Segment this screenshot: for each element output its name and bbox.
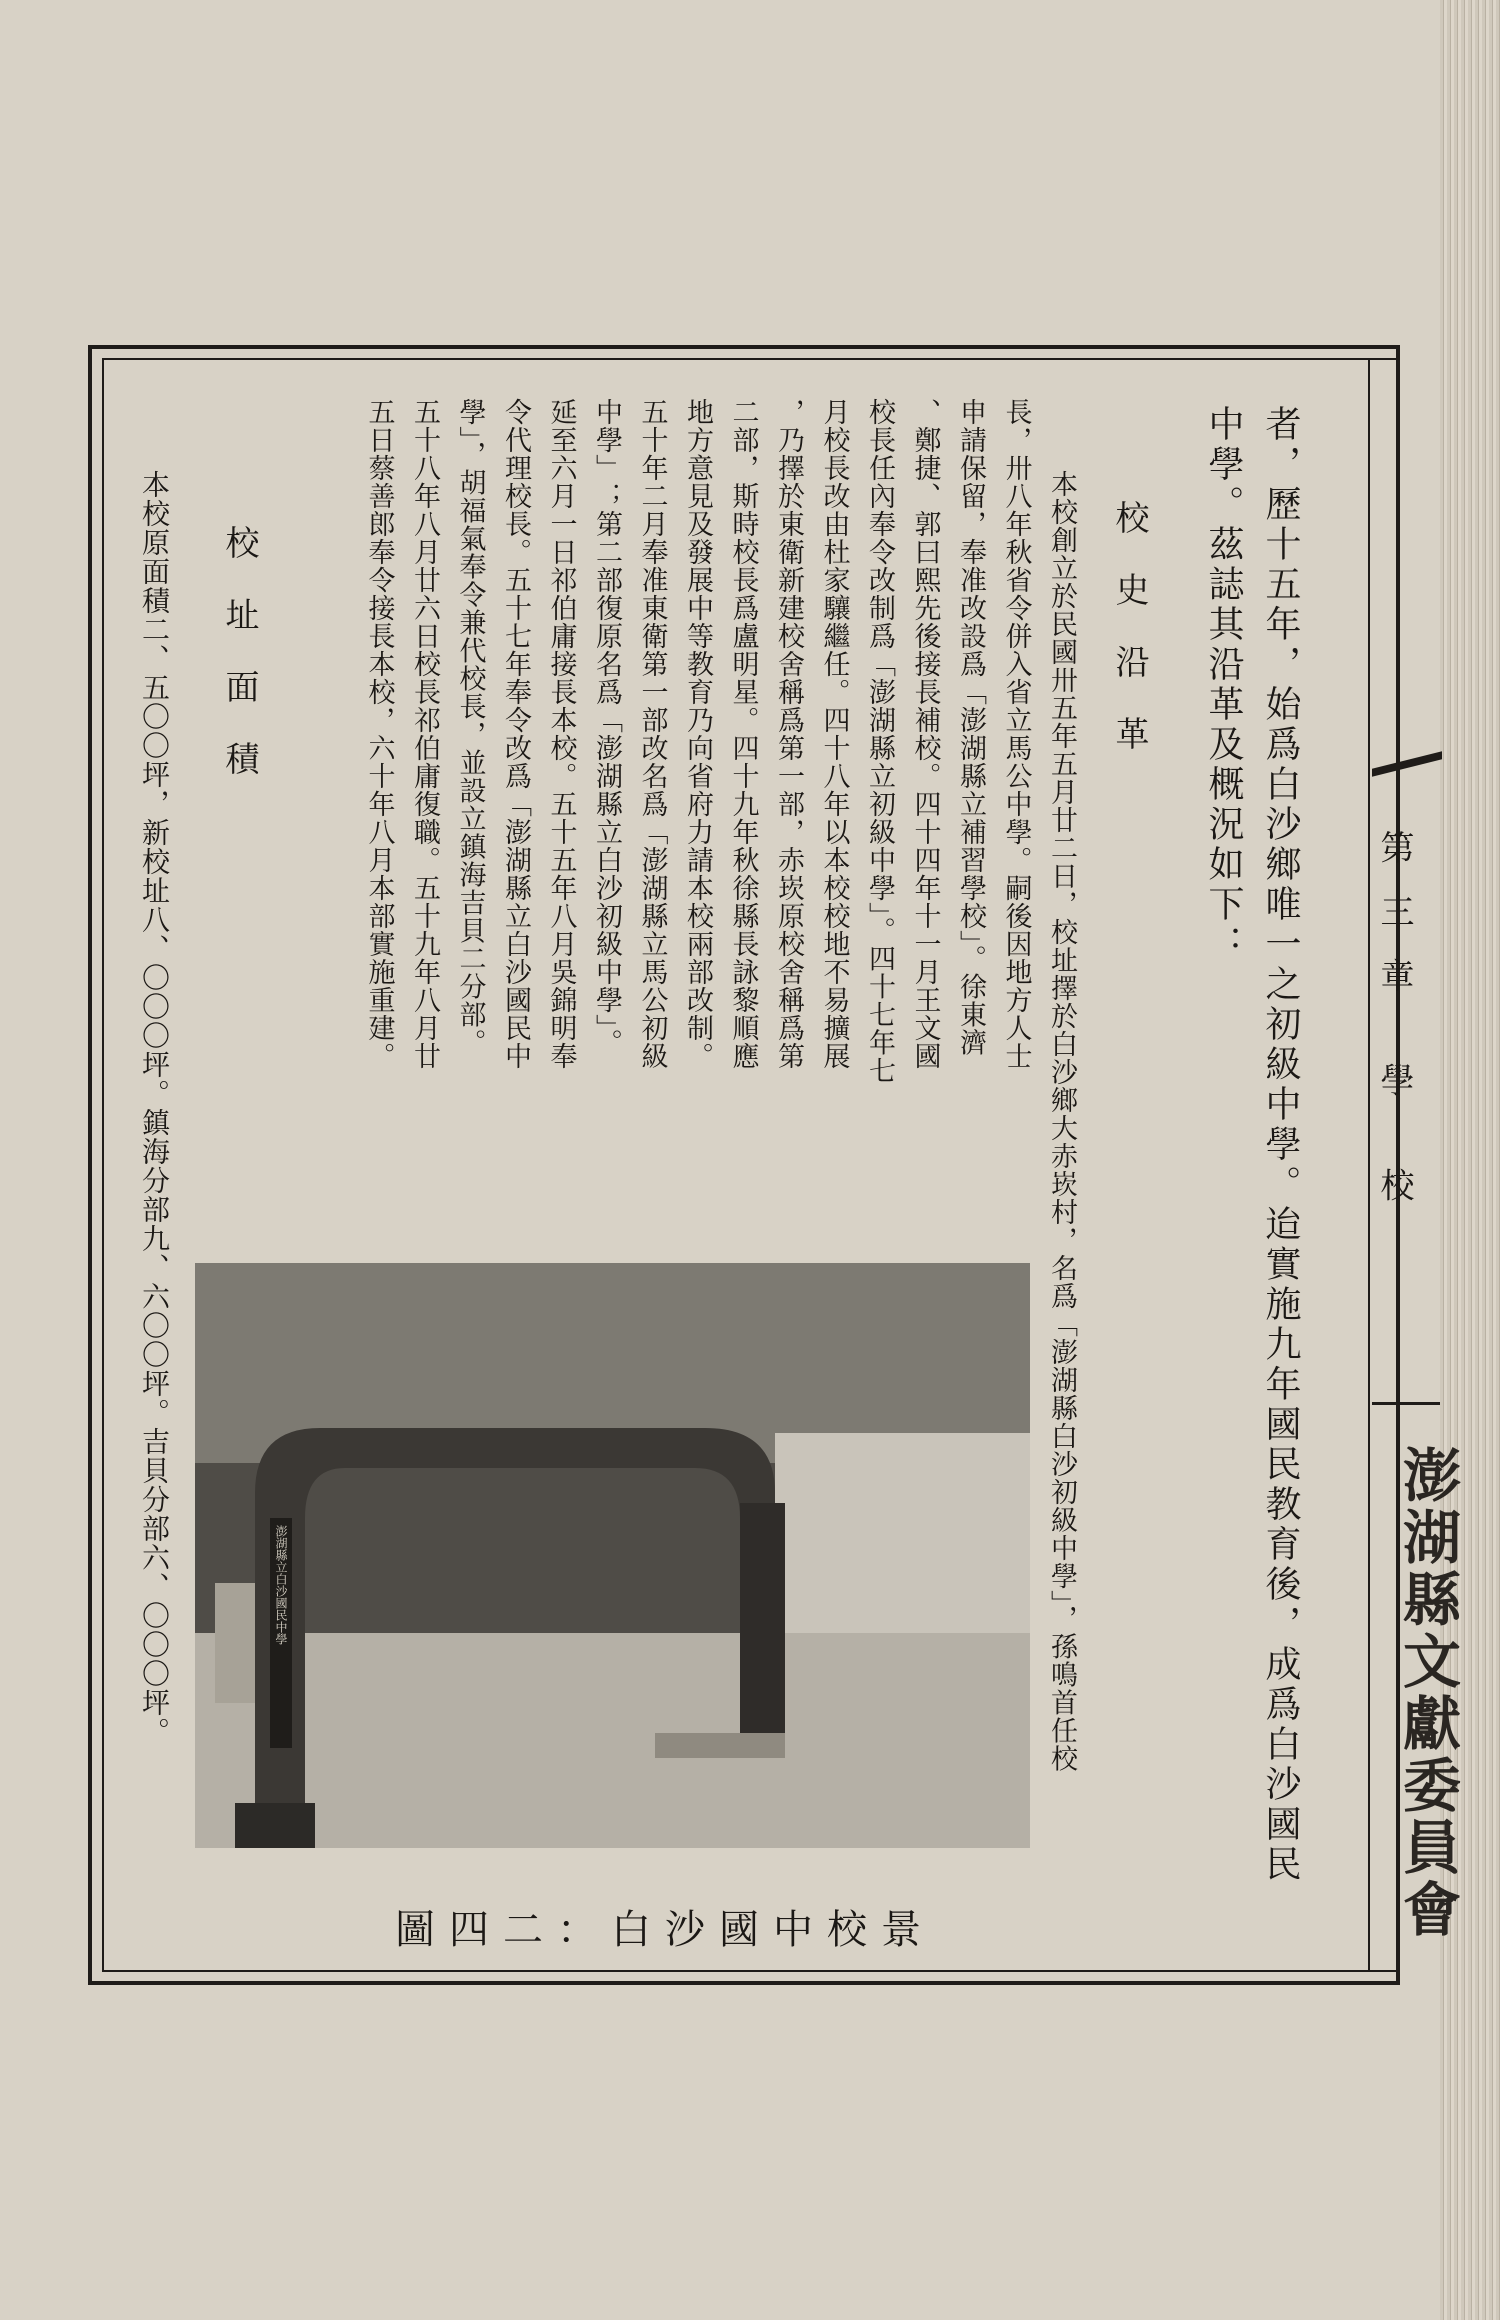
history-column-14: 學」，胡福氣奉令兼代校長，並設立鎮海吉貝二分部。 <box>454 398 486 1057</box>
history-column-7: ，乃擇於東衛新建校舍稱爲第一部，赤崁原校舍稱爲第 <box>773 398 804 1070</box>
history-column-13: 令代理校長。五十七年奉令改爲「澎湖縣立白沙國民中 <box>500 398 531 1070</box>
chapter-heading: 第三章 學 校 <box>1374 830 1414 1232</box>
history-column-8: 二部，斯時校長爲盧明星。四十九年秋徐縣長詠黎順應 <box>727 398 759 1070</box>
history-column-2: 長，卅八年秋省令併入省立馬公中學。嗣後因地方人士 <box>1000 398 1032 1070</box>
runner-rule <box>1372 1402 1440 1405</box>
history-column-1: 本校創立於民國卅五年五月廿二日，校址擇於白沙鄉大赤崁村，名爲「澎湖縣白沙初級中學」，孫鳴首任校 <box>1046 470 1077 1773</box>
history-column-10: 五十年二月奉准東衛第一部改名爲「澎湖縣立馬公初級 <box>636 398 668 1070</box>
history-heading: 校史沿革 <box>1109 500 1149 788</box>
history-column-15: 五十八年八月廿六日校長祁伯庸復職。五十九年八月廿 <box>409 398 440 1070</box>
history-column-16: 五日蔡善郎奉令接長本校，六十年八月本部實施重建。 <box>363 398 395 1070</box>
book-title-runner: 澎湖縣文獻委員會 <box>1393 1445 1461 1941</box>
school-gate-photo <box>195 1263 1030 1848</box>
history-column-12: 延至六月一日祁伯庸接長本校。五十五年八月吳錦明奉 <box>545 398 577 1070</box>
intro-column-2: 中學。茲誌其沿革及概況如下： <box>1203 405 1244 965</box>
history-column-9: 地方意見及發展中等教育乃向省府力請本校兩部改制。 <box>682 398 713 1070</box>
history-column-6: 月校長改由杜家驤繼任。四十八年以本校校地不易擴展 <box>818 398 850 1070</box>
gate-inscription: 澎湖縣立白沙國民中學 <box>274 1525 288 1645</box>
history-column-3: 申請保留，奉准改設爲「澎湖縣立補習學校」。徐東濟 <box>955 398 986 1057</box>
history-column-5: 校長任內奉令改制爲「澎湖縣立初級中學」。四十七年七 <box>864 398 895 1085</box>
intro-column-1: 者，歷十五年，始爲白沙鄉唯一之初級中學。迨實施九年國民教育後，成爲白沙國民 <box>1260 405 1301 1885</box>
site-area-text: 本校原面積二、五〇〇坪，新校址八、〇〇〇坪。鎮海分部九、六〇〇坪。吉貝分部六、〇〇〇坪。 <box>138 470 171 1746</box>
history-column-4: 、鄭捷、郭曰熙先後接長補校。四十四年十一月王文國 <box>909 398 941 1070</box>
history-column-11: 中學」；第二部復原名爲「澎湖縣立白沙初級中學」。 <box>591 398 622 1057</box>
site-heading: 校址面積 <box>219 525 259 813</box>
school-gate-illustration <box>195 1263 1030 1848</box>
figure-caption: 圖四二：白沙國中校景 <box>395 1907 935 1953</box>
page-edge <box>1440 0 1500 2320</box>
